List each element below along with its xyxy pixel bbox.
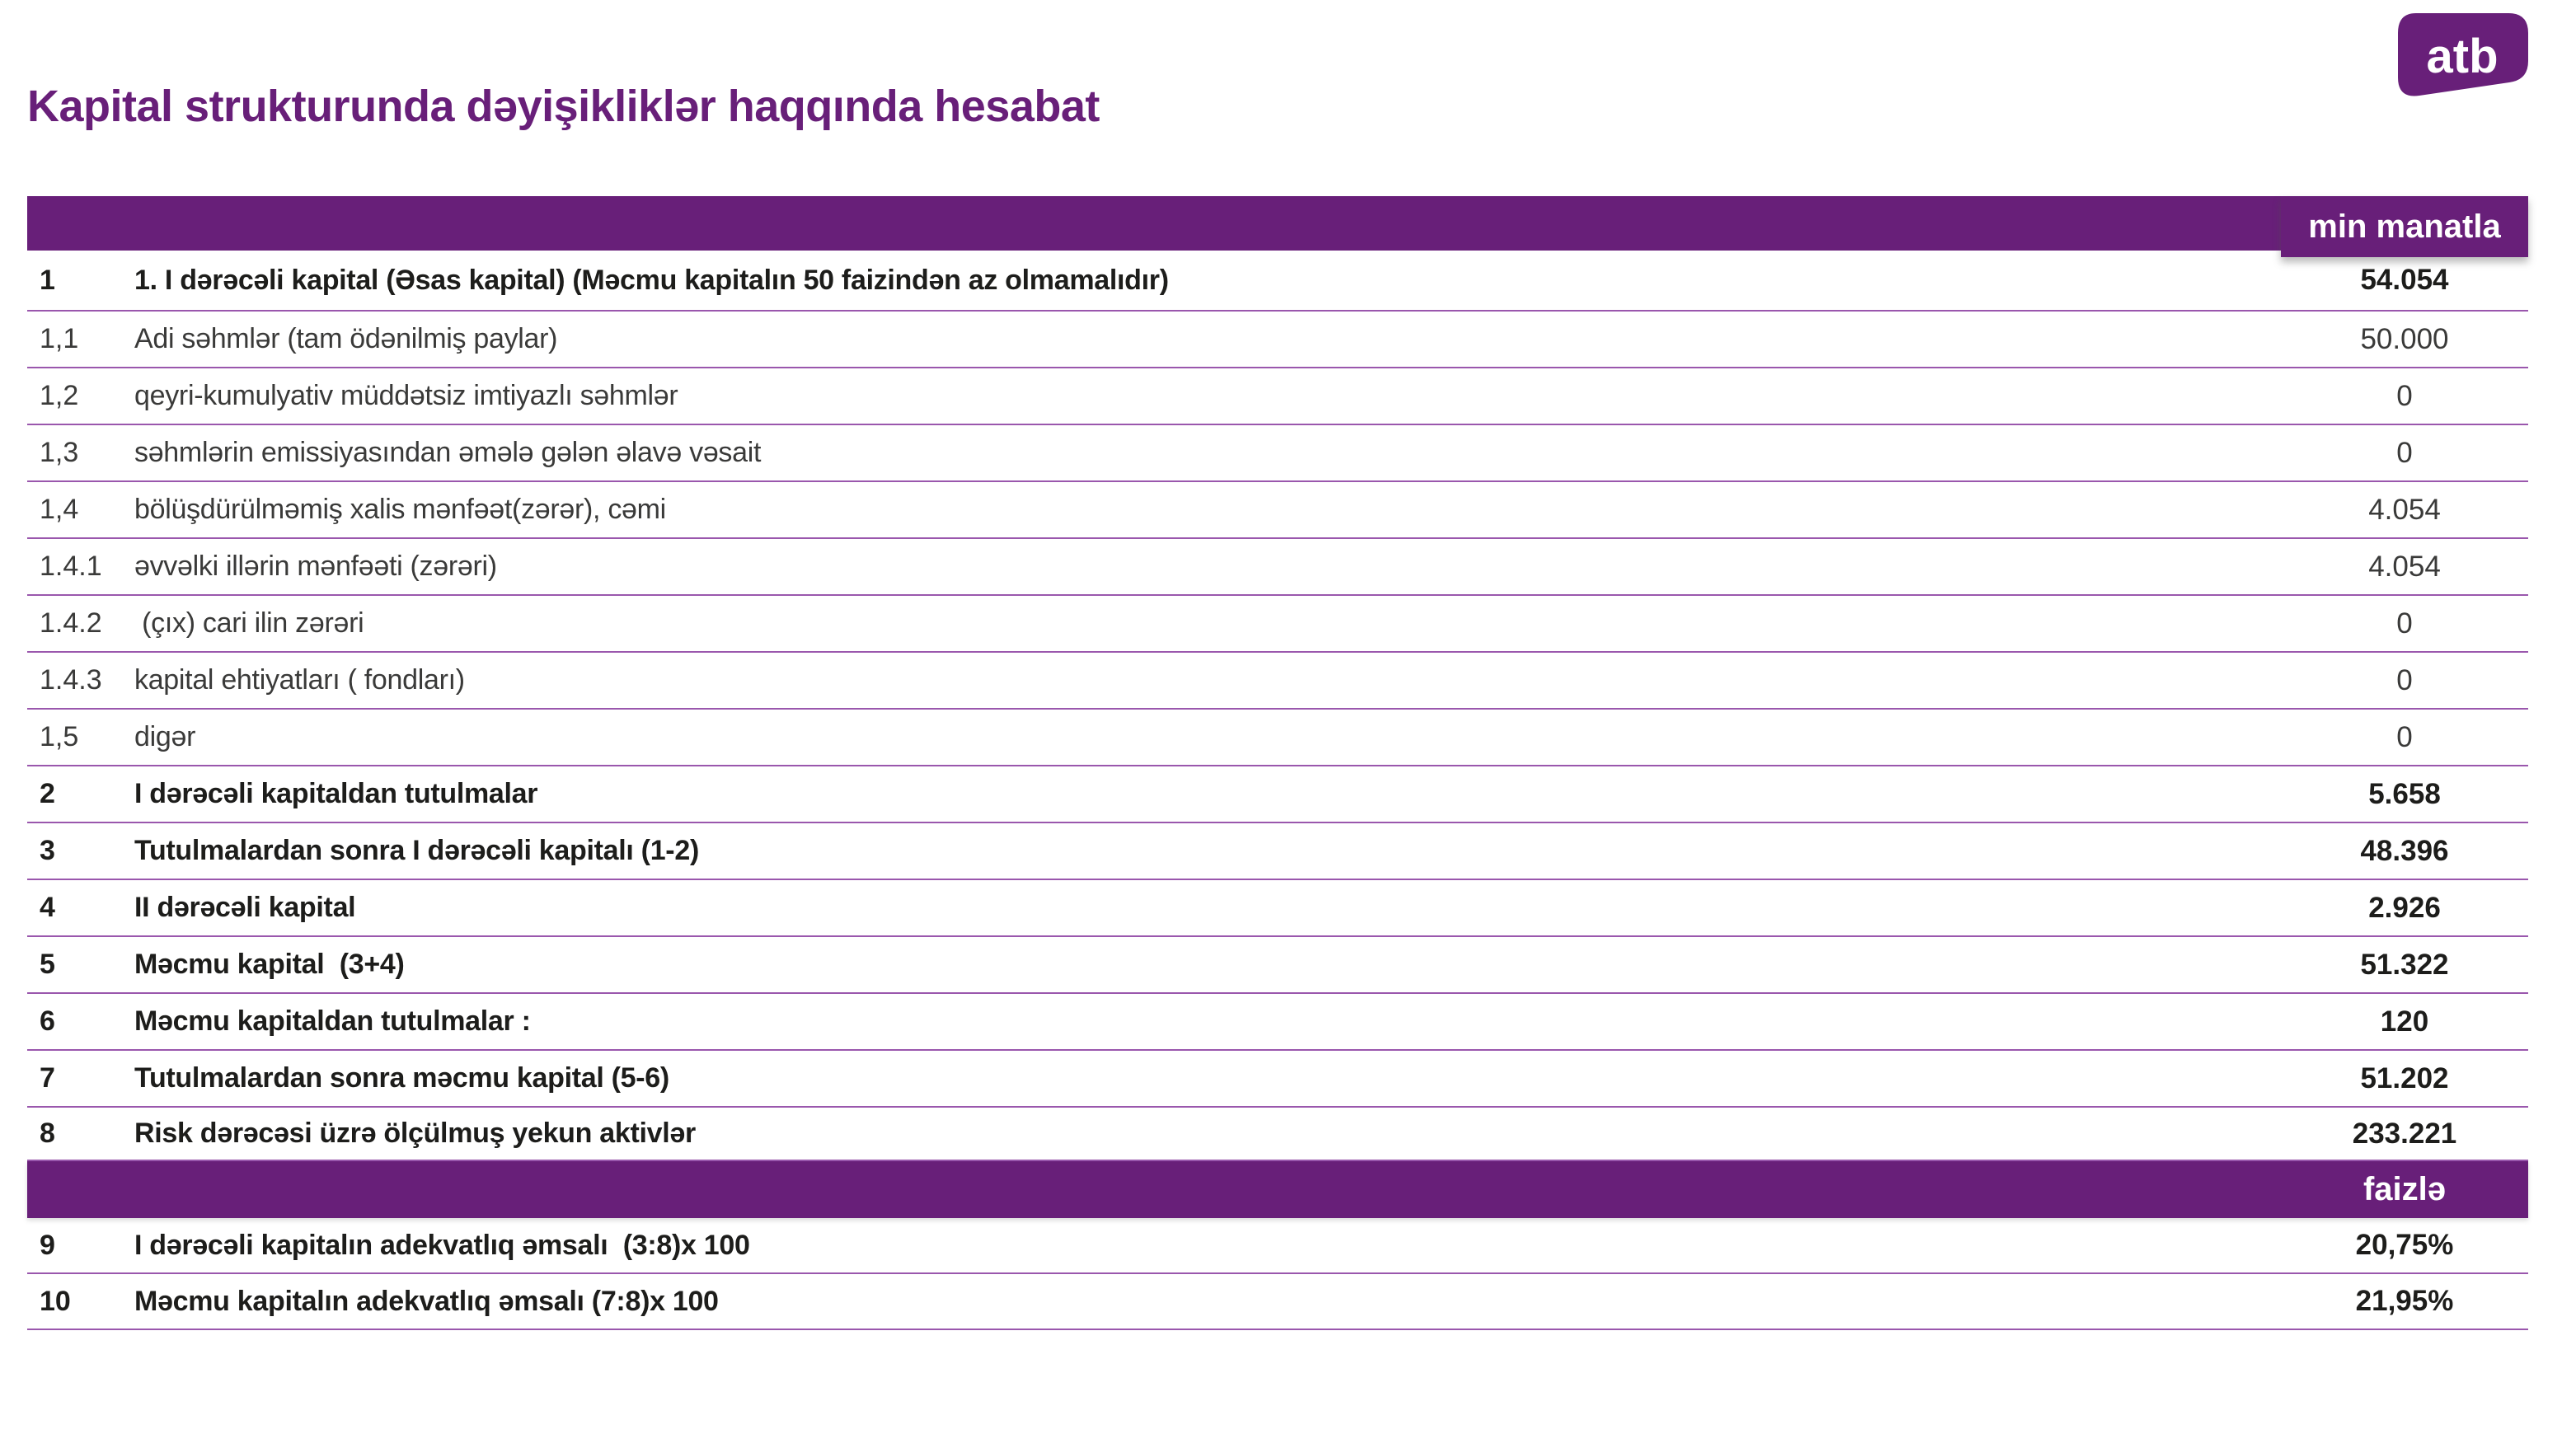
row-value: 0 [2396,720,2413,753]
row-value: 2.926 [2368,891,2441,924]
row-value: 4.054 [2368,493,2441,526]
row-value: 0 [2396,379,2413,412]
row-value: 5.658 [2368,777,2441,810]
percent-header-cell [2281,1171,2528,1208]
table-row [27,1274,2528,1330]
row-value: 0 [2396,436,2413,469]
row-label: əvvəlki illərin mənfəəti (zərəri) [134,551,497,582]
row-number: 10 [40,1285,71,1317]
row-label: Məcmu kapital (3+4) [134,949,405,980]
row-number: 8 [40,1118,55,1149]
row-label: (çıx) cari ilin zərəri [134,607,364,639]
row-label: digər [134,721,196,752]
table-row [27,596,2528,653]
row-number: 1,1 [40,323,79,354]
table-row [27,482,2528,539]
row-number: 6 [40,1005,55,1037]
row-number: 9 [40,1229,55,1261]
table-row [27,425,2528,482]
row-number: 5 [40,949,55,980]
page-title: Kapital strukturunda dəyişikliklər haqqında hesabat [27,82,1100,131]
row-value: 51.322 [2360,948,2449,981]
row-number: 1,4 [40,494,79,525]
table-row [27,653,2528,710]
table-row [27,1051,2528,1108]
atb-logo-shape [2396,13,2528,99]
row-label: Məcmu kapitaldan tutulmalar : [134,1005,531,1037]
table-row [27,1108,2528,1161]
table-row [27,251,2528,312]
row-number: 1.4.3 [40,664,102,696]
row-value: 0 [2396,663,2413,696]
table-header-percent-bar [27,1161,2528,1218]
row-value: 51.202 [2360,1061,2449,1094]
row-label: Tutulmalardan sonra I dərəcəli kapitalı (1-2) [134,835,699,866]
row-label: I dərəcəli kapitalın adekvatlıq əmsalı (3:8)x 100 [134,1229,750,1261]
row-label: Məcmu kapitalın adekvatlıq əmsalı (7:8)x 100 [134,1285,719,1317]
row-number: 1,3 [40,437,79,468]
row-number: 1.4.2 [40,607,102,639]
row-value: 0 [2396,607,2413,640]
row-number: 4 [40,892,55,923]
row-number: 1,2 [40,380,79,411]
percent-header-label: faizlə [2363,1171,2447,1207]
row-label: I dərəcəli kapitaldan tutulmalar [134,778,538,809]
row-label: Adi səhmlər (tam ödənilmiş paylar) [134,323,558,354]
row-number: 7 [40,1062,55,1094]
table-row [27,937,2528,994]
table-row [27,823,2528,880]
atb-logo-text: atb [2426,30,2499,83]
table-row [27,880,2528,937]
table-body-main [27,251,2528,1161]
row-label: Tutulmalardan sonra məcmu kapital (5-6) [134,1062,669,1094]
row-label: qeyri-kumulyativ müddətsiz imtiyazlı səhmlər [134,380,678,411]
capital-structure-table [27,196,2528,1330]
row-value: 233.221 [2352,1117,2457,1150]
table-row [27,1218,2528,1274]
row-value: 21,95% [2355,1285,2454,1317]
table-row [27,994,2528,1051]
row-number: 1 [40,264,55,296]
row-value: 50.000 [2360,322,2449,355]
row-number: 1.4.1 [40,551,102,582]
table-header-units-bar [27,196,2528,251]
row-number: 1,5 [40,721,79,752]
table-row [27,368,2528,425]
row-label: kapital ehtiyatları ( fondları) [134,664,465,696]
row-label: bölüşdürülməmiş xalis mənfəət(zərər), cəmi [134,494,666,525]
row-value: 120 [2380,1005,2429,1038]
row-number: 2 [40,778,55,809]
row-label: 1. I dərəcəli kapital (Əsas kapital) (Məcmu kapitalın 50 faizindən az olmamalıdır) [134,264,1169,296]
table-row [27,312,2528,368]
atb-logo [2396,13,2528,99]
row-label: II dərəcəli kapital [134,892,356,923]
table-row [27,710,2528,766]
row-value: 4.054 [2368,550,2441,583]
row-value: 48.396 [2360,834,2449,867]
row-label: səhmlərin emissiyasından əmələ gələn əlavə vəsait [134,437,762,468]
table-body-percent [27,1218,2528,1330]
table-row [27,539,2528,596]
units-header-cell [2281,196,2528,257]
row-label: Risk dərəcəsi üzrə ölçülmuş yekun aktivlər [134,1118,696,1149]
row-number: 3 [40,835,55,866]
row-value: 54.054 [2360,264,2449,296]
units-header-label: min manatla [2308,208,2501,245]
row-value: 20,75% [2355,1229,2454,1261]
table-row [27,766,2528,823]
